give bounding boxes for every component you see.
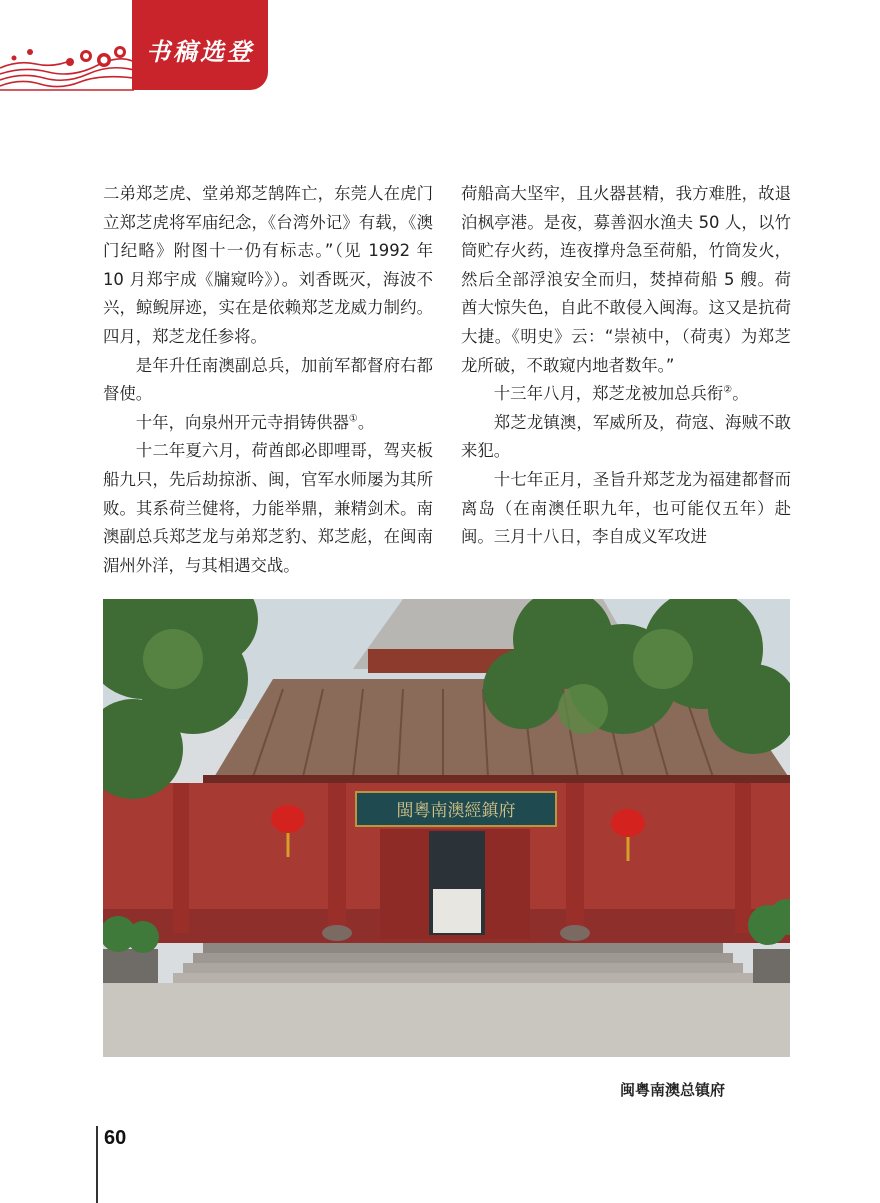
paragraph-tail: 。 [357,412,375,432]
left-column [103,180,433,580]
paragraph [103,352,433,409]
footnote-marker: ② [723,384,733,396]
plaque-text: 閩粵南澳經鎮府 [396,801,516,821]
paragraph-text: 郑芝龙镇澳，军威所及，荷寇、海贼不敢来犯。 [461,412,791,461]
paragraph-text: 十三年八月，郑芝龙被加总兵衔 [493,384,724,404]
paragraph [103,180,433,352]
page-number-rule [96,1126,98,1203]
paragraph [103,409,433,438]
building-illustration [103,599,790,1057]
section-title: 书稿选登 [146,36,254,66]
paragraph-tail: 。 [732,384,749,404]
paragraph-text: 十二年夏六月，荷酋郎必即哩哥，驾夹板船九只，先后劫掠浙、闽，官军水师屡为其所败。其系荷兰健将，力能举鼎，兼精剑术。南澳副总兵郑芝龙与弟郑芝豹、郑芝彪，在闽南湄州外洋，与其相遇交战。 [103,441,433,575]
footnote-marker: ① [348,413,358,425]
page-number: 60 [104,1127,127,1149]
paragraph [461,466,791,552]
paragraph [103,437,433,580]
paragraph-text: 荷船高大坚牢，且火器甚精，我方难胜，故退泊枫亭港。是夜，募善泅水渔夫 50 人，以竹筒贮存火药，连夜撑舟急至荷船，竹筒发火，然后全部浮浪安全而归，焚掉荷船 5 艘。荷酋大惊失色，自此不敢侵入闽海。这又是抗荷大捷。《明史》云：“崇祯中，（荷夷）为郑芝龙所破，不敢窥内地者数年。” [461,184,791,375]
paragraph-text: 十年，向泉州开元寺捐铸供器 [135,412,349,432]
paragraph [461,409,791,466]
wave-pattern-icon [0,38,134,92]
paragraph-text: 二弟郑芝虎、堂弟郑芝鹄阵亡，东莞人在虎门立郑芝虎将军庙纪念，《台湾外记》有载，《澳门纪略》附图十一仍有标志。”（见 1992 年 10 月郑宇成《牖窥吟》）。刘香既灭，海波不兴，鲸鲵屏迹，实在是依赖郑芝龙威力制约。四月，郑芝龙任参将。 [103,184,433,346]
paragraph-text: 是年升任南澳副总兵，加前军都督府右都督使。 [103,355,433,404]
paragraph [461,180,791,380]
right-column [461,180,791,552]
paragraph [461,380,791,409]
section-tab [132,0,268,90]
paragraph-text: 十七年正月，圣旨升郑芝龙为福建都督而离岛（在南澳任职九年，也可能仅五年）赴闽。三月十八日，李自成义军攻进 [461,469,791,547]
building-photo [103,599,790,1057]
photo-caption: 闽粤南澳总镇府 [620,1081,726,1099]
header-band [0,0,268,92]
